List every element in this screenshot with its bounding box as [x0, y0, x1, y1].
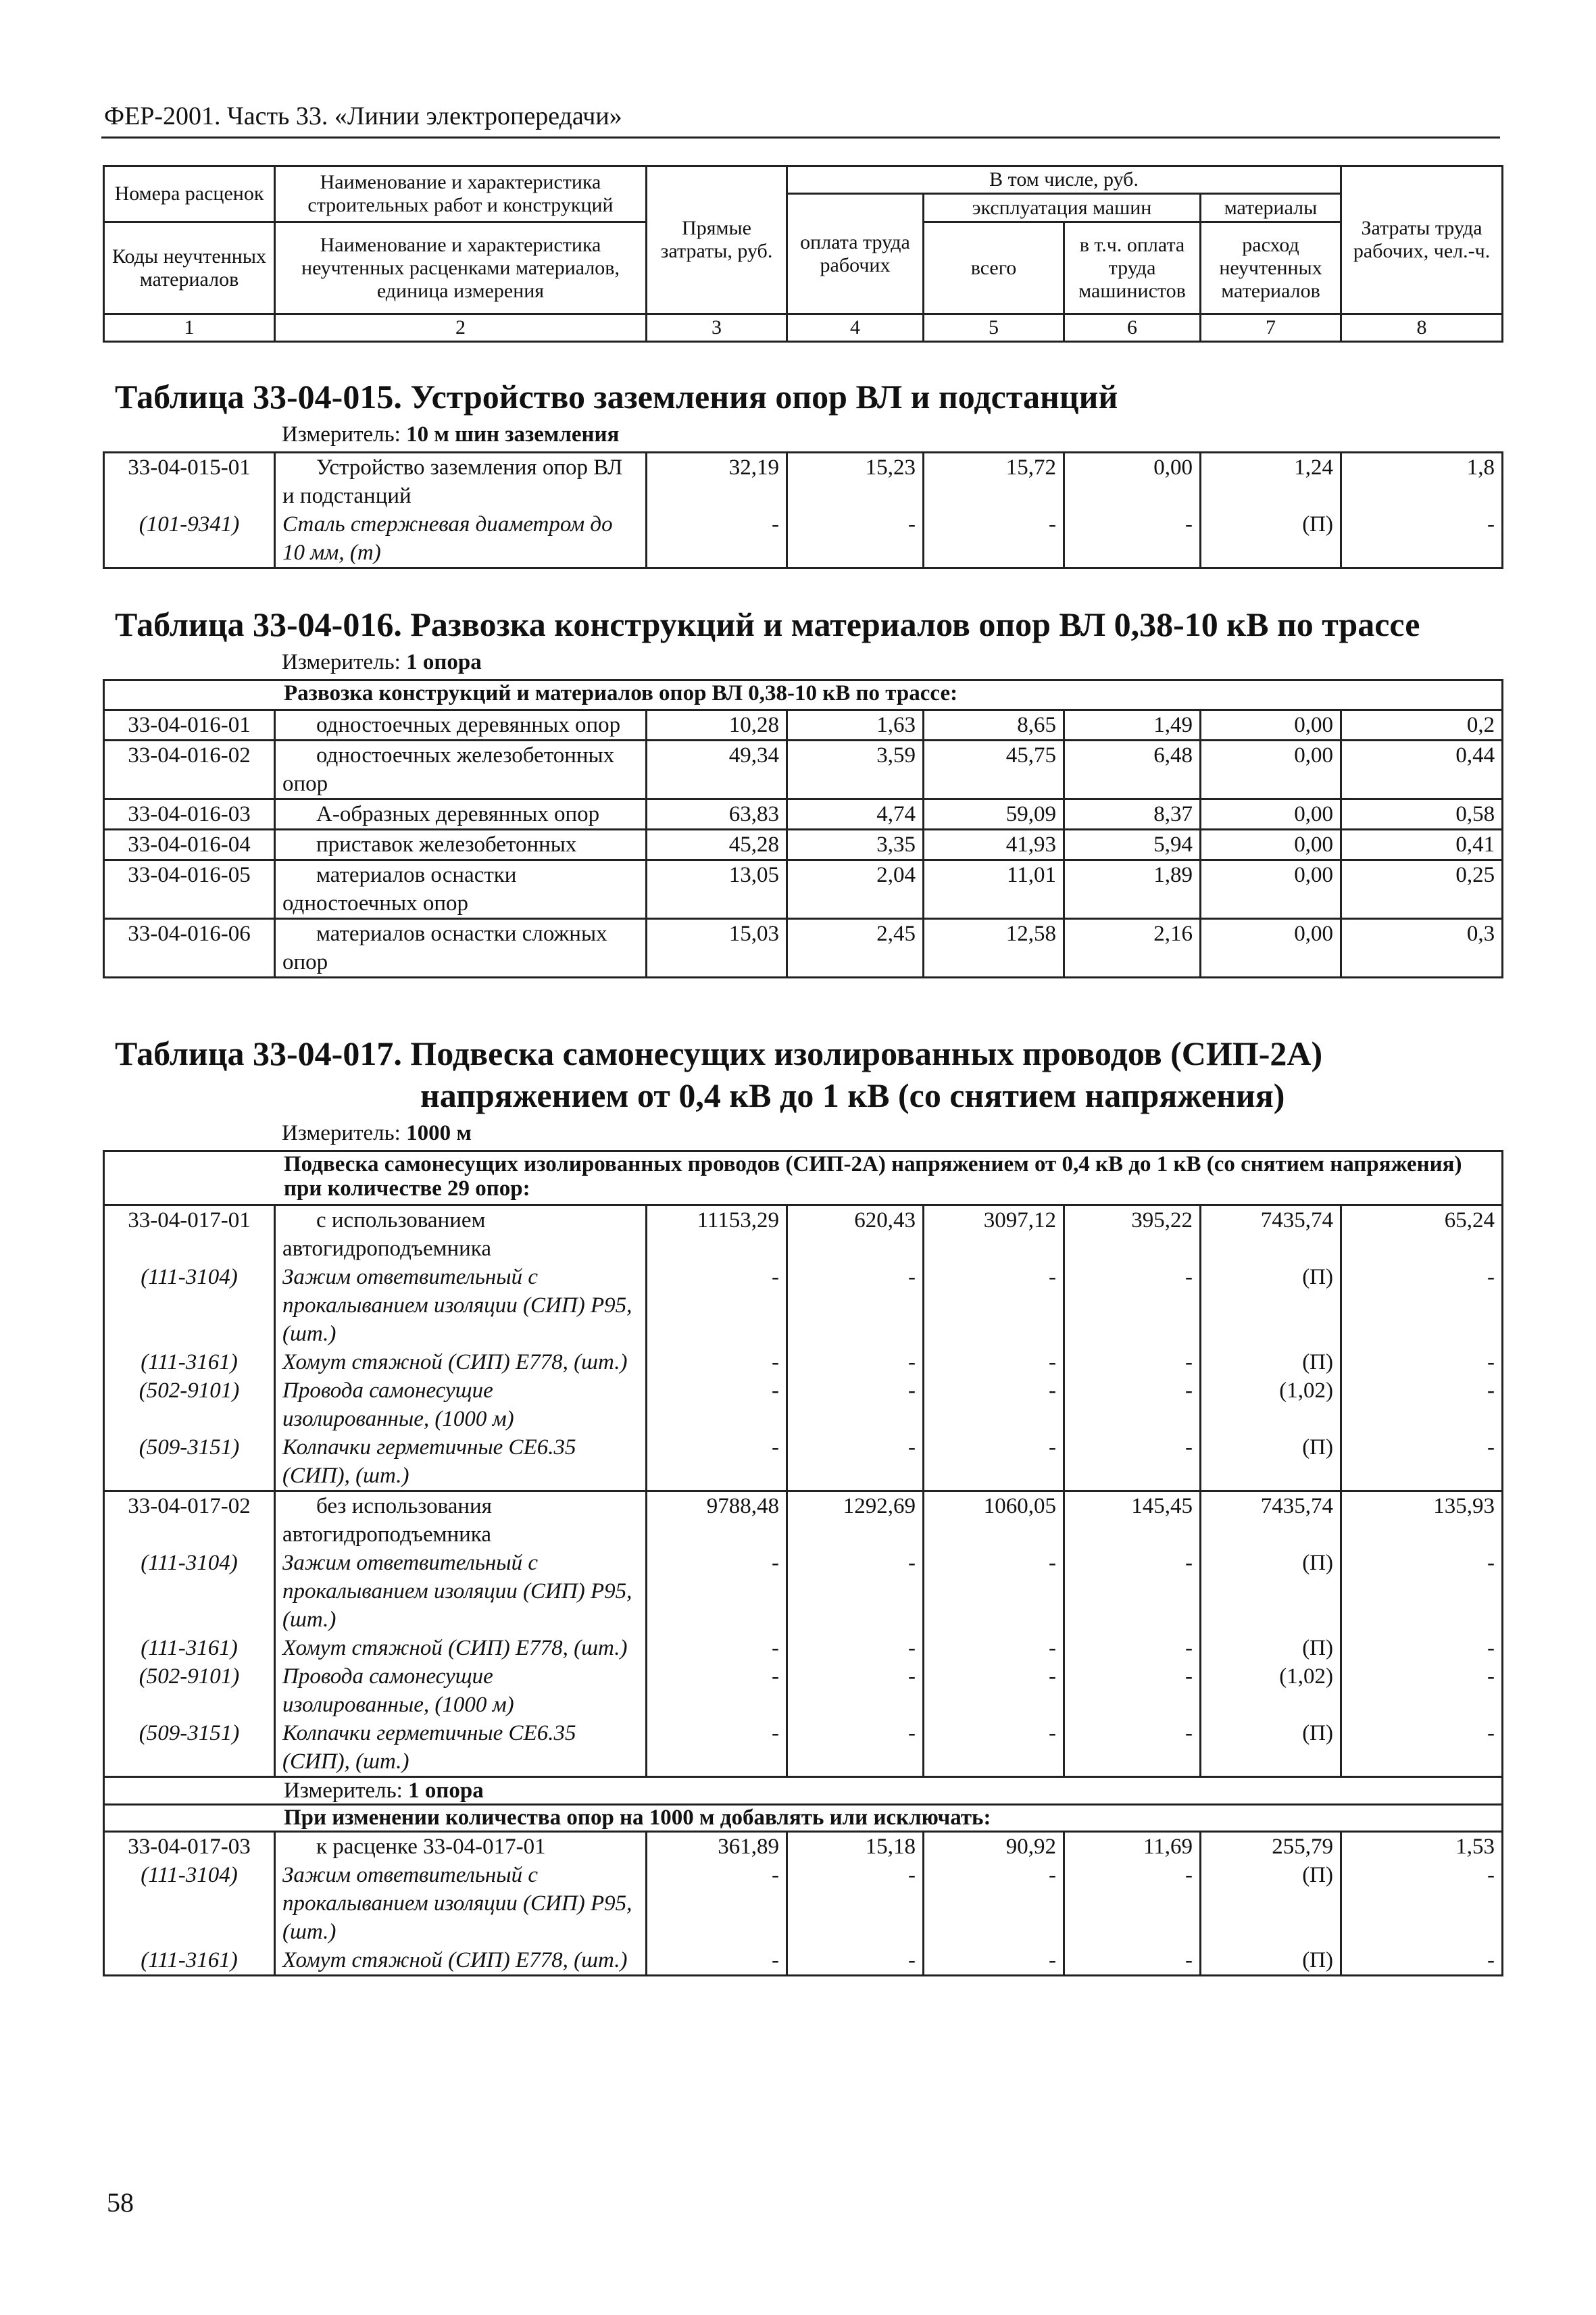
direct-costs-value: 9788,48 — [647, 1491, 787, 1549]
measure-line — [103, 1116, 1503, 1150]
material-name: Хомут стяжной (СИП) Е778, (шт.) — [275, 1946, 647, 1976]
workers-pay-value: 15,23 — [787, 453, 924, 511]
machinists-pay-value: 8,37 — [1064, 799, 1201, 830]
labor-hours-value: 1,53 — [1341, 1832, 1503, 1862]
measure-line — [104, 1777, 1503, 1805]
material-name: Хомут стяжной (СИП) Е778, (шт.) — [275, 1634, 647, 1662]
rate-code: 33-04-017-03 — [104, 1832, 275, 1862]
work-name: одностоечных железобетонных опор — [275, 741, 647, 799]
page-number: 58 — [107, 2187, 134, 2218]
section-title: Таблица 33-04-016. Развозка конструкций и материалов опор ВЛ 0,38-10 кВ по трассе — [115, 605, 1420, 643]
materials-consumption-value: (П) — [1201, 1433, 1341, 1491]
materials-consumption-value: (П) — [1201, 1634, 1341, 1662]
material-row — [104, 1263, 1503, 1348]
rate-row — [104, 1491, 1503, 1549]
machinists-pay-value: 2,16 — [1064, 919, 1201, 978]
materials-consumption-value: (П) — [1201, 1861, 1341, 1946]
material-code: (111-3161) — [104, 1946, 275, 1976]
section-title — [103, 1032, 1503, 1116]
machines-total-value: 15,72 — [924, 453, 1064, 511]
header-unaccounted-names: Наименование и характеристика неучтенных расценками материалов, единица измерения — [275, 222, 647, 314]
column-header-table — [103, 165, 1503, 343]
workers-pay-value: 1,63 — [787, 710, 924, 741]
machinists-pay-value: 0,00 — [1064, 453, 1201, 511]
workers-pay-value: 2,04 — [787, 860, 924, 919]
material-name: Хомут стяжной (СИП) Е778, (шт.) — [275, 1348, 647, 1376]
header-materials-consumption: расход неучтенных материалов — [1201, 222, 1341, 314]
materials-consumption-value: (1,02) — [1201, 1662, 1341, 1719]
workers-pay-value: - — [787, 1719, 924, 1777]
header-unaccounted-codes: Коды неучтенных материалов — [104, 222, 275, 314]
direct-costs-value: 10,28 — [647, 710, 787, 741]
rate-code: 33-04-016-04 — [104, 830, 275, 860]
workers-pay-value: 4,74 — [787, 799, 924, 830]
material-row — [104, 1946, 1503, 1976]
labor-hours-value: - — [1341, 1376, 1503, 1433]
machines-total-value: - — [924, 510, 1064, 568]
machines-total-value: 3097,12 — [924, 1205, 1064, 1264]
workers-pay-value: 1292,69 — [787, 1491, 924, 1549]
labor-hours-value: - — [1341, 1662, 1503, 1719]
machines-total-value: - — [924, 1861, 1064, 1946]
labor-hours-value: - — [1341, 1263, 1503, 1348]
machinists-pay-value: - — [1064, 1719, 1201, 1777]
direct-costs-value: 13,05 — [647, 860, 787, 919]
machinists-pay-value: - — [1064, 1549, 1201, 1634]
material-row — [104, 1376, 1503, 1433]
work-name: с использованием автогидроподъемника — [275, 1205, 647, 1264]
materials-consumption-value: (П) — [1201, 510, 1341, 568]
direct-costs-value: - — [647, 1348, 787, 1376]
measure-line — [103, 418, 1503, 451]
machines-total-value: - — [924, 1376, 1064, 1433]
material-code: (111-3104) — [104, 1549, 275, 1634]
header-labor-hours: Затраты труда рабочих, чел.-ч. — [1341, 166, 1503, 314]
labor-hours-value: 135,93 — [1341, 1491, 1503, 1549]
work-name: Устройство заземления опор ВЛ и подстанций — [275, 453, 647, 511]
workers-pay-value: - — [787, 1946, 924, 1976]
running-header: ФЕР-2001. Часть 33. «Линии электропередачи» — [104, 102, 622, 130]
workers-pay-value: 15,18 — [787, 1832, 924, 1862]
subgroup-banner: Подвеска самонесущих изолированных проводов (СИП-2А) напряжением от 0,4 кВ до 1 кВ (со снятием напряжения) при количестве 29 опор: — [104, 1151, 1503, 1205]
material-row — [104, 1719, 1503, 1777]
material-code: (101-9341) — [104, 510, 275, 568]
labor-hours-value: - — [1341, 1634, 1503, 1662]
direct-costs-value: 45,28 — [647, 830, 787, 860]
work-name: А-образных деревянных опор — [275, 799, 647, 830]
materials-consumption-value: (П) — [1201, 1348, 1341, 1376]
work-name: одностоечных деревянных опор — [275, 710, 647, 741]
header-machines-total: всего — [924, 222, 1064, 314]
labor-hours-value: 65,24 — [1341, 1205, 1503, 1264]
material-name: Зажим ответвительный с прокалыванием изоляции (СИП) Р95, (шт.) — [275, 1861, 647, 1946]
column-number: 5 — [924, 314, 1064, 342]
workers-pay-value: 2,45 — [787, 919, 924, 978]
machinists-pay-value: - — [1064, 1861, 1201, 1946]
measure-value: 10 м шин заземления — [406, 422, 620, 447]
machines-total-value: 90,92 — [924, 1832, 1064, 1862]
material-code: (509-3151) — [104, 1433, 275, 1491]
labor-hours-value: - — [1341, 1433, 1503, 1491]
direct-costs-value: 15,03 — [647, 919, 787, 978]
material-name: Провода самонесущие изолированные, (1000 м) — [275, 1662, 647, 1719]
labor-hours-value: 1,8 — [1341, 453, 1503, 511]
workers-pay-value: 3,35 — [787, 830, 924, 860]
materials-consumption-value: 0,00 — [1201, 799, 1341, 830]
work-name: к расценке 33-04-017-01 — [275, 1832, 647, 1862]
machines-total-value: - — [924, 1348, 1064, 1376]
workers-pay-value: - — [787, 1263, 924, 1348]
rates-table — [103, 451, 1503, 569]
direct-costs-value: - — [647, 1634, 787, 1662]
rate-code: 33-04-015-01 — [104, 453, 275, 511]
materials-consumption-value: 0,00 — [1201, 741, 1341, 799]
materials-consumption-value: 1,24 — [1201, 453, 1341, 511]
machinists-pay-value: 11,69 — [1064, 1832, 1201, 1862]
labor-hours-value: - — [1341, 1719, 1503, 1777]
column-number: 7 — [1201, 314, 1341, 342]
direct-costs-value: - — [647, 1376, 787, 1433]
materials-consumption-value: (1,02) — [1201, 1376, 1341, 1433]
labor-hours-value: 0,3 — [1341, 919, 1503, 978]
material-name: Провода самонесущие изолированные, (1000 м) — [275, 1376, 647, 1433]
direct-costs-value: - — [647, 1861, 787, 1946]
direct-costs-value: 49,34 — [647, 741, 787, 799]
machines-total-value: - — [924, 1549, 1064, 1634]
table-33-04-017 — [103, 1032, 1503, 1976]
rate-code: 33-04-016-03 — [104, 799, 275, 830]
header-machinists-pay: в т.ч. оплата труда машинистов — [1064, 222, 1201, 314]
machines-total-value: - — [924, 1263, 1064, 1348]
measure-value: 1000 м — [406, 1121, 472, 1145]
measure-label: Измеритель: — [282, 650, 401, 674]
direct-costs-value: 32,19 — [647, 453, 787, 511]
material-row — [104, 1634, 1503, 1662]
material-code: (111-3104) — [104, 1861, 275, 1946]
machinists-pay-value: - — [1064, 1946, 1201, 1976]
machinists-pay-value: - — [1064, 1662, 1201, 1719]
material-name: Колпачки герметичные СЕ6.35 (СИП), (шт.) — [275, 1719, 647, 1777]
material-code: (502-9101) — [104, 1376, 275, 1433]
direct-costs-value: - — [647, 1549, 787, 1634]
material-name: Зажим ответвительный с прокалыванием изоляции (СИП) Р95, (шт.) — [275, 1263, 647, 1348]
machinists-pay-value: - — [1064, 510, 1201, 568]
material-row — [104, 1433, 1503, 1491]
material-code: (509-3151) — [104, 1719, 275, 1777]
direct-costs-value: 361,89 — [647, 1832, 787, 1862]
column-number: 8 — [1341, 314, 1503, 342]
rate-row — [104, 860, 1503, 919]
workers-pay-value: - — [787, 1634, 924, 1662]
workers-pay-value: 620,43 — [787, 1205, 924, 1264]
rate-code: 33-04-017-01 — [104, 1205, 275, 1264]
machines-total-value: 1060,05 — [924, 1491, 1064, 1549]
labor-hours-value: - — [1341, 1946, 1503, 1976]
workers-pay-value: - — [787, 1549, 924, 1634]
rate-code: 33-04-016-06 — [104, 919, 275, 978]
workers-pay-value: - — [787, 1348, 924, 1376]
machinists-pay-value: - — [1064, 1376, 1201, 1433]
materials-consumption-value: 0,00 — [1201, 710, 1341, 741]
machinists-pay-value: 6,48 — [1064, 741, 1201, 799]
table-33-04-016 — [103, 603, 1503, 978]
machines-total-value: - — [924, 1946, 1064, 1976]
rates-table — [103, 679, 1503, 978]
column-number: 4 — [787, 314, 924, 342]
material-row — [104, 1348, 1503, 1376]
section-title: Таблица 33-04-015. Устройство заземления опор ВЛ и подстанций — [115, 378, 1118, 416]
material-name: Зажим ответвительный с прокалыванием изоляции (СИП) Р95, (шт.) — [275, 1549, 647, 1634]
labor-hours-value: 0,44 — [1341, 741, 1503, 799]
labor-hours-value: 0,41 — [1341, 830, 1503, 860]
materials-consumption-value: 0,00 — [1201, 830, 1341, 860]
rate-row — [104, 1205, 1503, 1264]
machinists-pay-value: - — [1064, 1634, 1201, 1662]
materials-consumption-value: 7435,74 — [1201, 1205, 1341, 1264]
work-name: материалов оснастки сложных опор — [275, 919, 647, 978]
workers-pay-value: - — [787, 510, 924, 568]
direct-costs-value: - — [647, 1662, 787, 1719]
machines-total-value: 45,75 — [924, 741, 1064, 799]
column-number: 2 — [275, 314, 647, 342]
materials-consumption-value: (П) — [1201, 1263, 1341, 1348]
workers-pay-value: 3,59 — [787, 741, 924, 799]
subgroup-banner: Развозка конструкций и материалов опор ВЛ 0,38-10 кВ по трассе: — [104, 680, 1503, 710]
labor-hours-value: - — [1341, 1861, 1503, 1946]
column-number: 1 — [104, 314, 275, 342]
header-rates-numbers: Номера расценок — [104, 166, 275, 222]
header-materials-group: материалы — [1201, 194, 1341, 222]
material-row — [104, 1662, 1503, 1719]
machinists-pay-value: 1,89 — [1064, 860, 1201, 919]
labor-hours-value: - — [1341, 1348, 1503, 1376]
direct-costs-value: 11153,29 — [647, 1205, 787, 1264]
direct-costs-value: - — [647, 510, 787, 568]
header-machines-group: эксплуатация машин — [924, 194, 1201, 222]
machines-total-value: - — [924, 1719, 1064, 1777]
work-name: материалов оснастки одностоечных опор — [275, 860, 647, 919]
header-workers-pay: оплата труда рабочих — [787, 194, 924, 314]
measure-label: Измеритель: — [282, 1121, 401, 1145]
direct-costs-value: - — [647, 1433, 787, 1491]
machinists-pay-value: 5,94 — [1064, 830, 1201, 860]
materials-consumption-value: 7435,74 — [1201, 1491, 1341, 1549]
rate-row — [104, 799, 1503, 830]
materials-consumption-value: (П) — [1201, 1549, 1341, 1634]
direct-costs-value: 63,83 — [647, 799, 787, 830]
workers-pay-value: - — [787, 1861, 924, 1946]
rate-code: 33-04-016-02 — [104, 741, 275, 799]
direct-costs-value: - — [647, 1719, 787, 1777]
labor-hours-value: 0,25 — [1341, 860, 1503, 919]
machines-total-value: 8,65 — [924, 710, 1064, 741]
section-title-line: Таблица 33-04-017. Подвеска самонесущих изолированных проводов (СИП-2А) — [115, 1035, 1323, 1072]
measure-label: Измеритель: — [282, 422, 401, 447]
direct-costs-value: - — [647, 1946, 787, 1976]
material-code: (111-3104) — [104, 1263, 275, 1348]
material-name: Сталь стержневая диаметром до 10 мм, (т) — [275, 510, 647, 568]
rate-code: 33-04-017-02 — [104, 1491, 275, 1549]
workers-pay-value: - — [787, 1376, 924, 1433]
machinists-pay-value: 145,45 — [1064, 1491, 1201, 1549]
header-including-group: В том числе, руб. — [787, 166, 1341, 194]
machines-total-value: - — [924, 1662, 1064, 1719]
material-code: (111-3161) — [104, 1634, 275, 1662]
column-number: 3 — [647, 314, 787, 342]
workers-pay-value: - — [787, 1433, 924, 1491]
rate-row — [104, 453, 1503, 511]
rates-table — [103, 1150, 1503, 1976]
machines-total-value: 12,58 — [924, 919, 1064, 978]
materials-consumption-value: (П) — [1201, 1946, 1341, 1976]
table-33-04-015 — [103, 376, 1503, 569]
work-name: приставок железобетонных — [275, 830, 647, 860]
measure-value: 1 опора — [408, 1778, 484, 1803]
material-code: (502-9101) — [104, 1662, 275, 1719]
direct-costs-value: - — [647, 1263, 787, 1348]
rate-row — [104, 919, 1503, 978]
material-code: (111-3161) — [104, 1348, 275, 1376]
rate-code: 33-04-016-05 — [104, 860, 275, 919]
header-rule — [101, 136, 1500, 139]
labor-hours-value: - — [1341, 1549, 1503, 1634]
materials-consumption-value: (П) — [1201, 1719, 1341, 1777]
materials-consumption-value: 0,00 — [1201, 860, 1341, 919]
rate-row — [104, 1832, 1503, 1862]
labor-hours-value: 0,2 — [1341, 710, 1503, 741]
rate-row — [104, 741, 1503, 799]
machines-total-value: 11,01 — [924, 860, 1064, 919]
rate-row — [104, 830, 1503, 860]
measure-value: 1 опора — [406, 650, 482, 674]
material-row — [104, 1861, 1503, 1946]
subgroup-banner: При изменении количества опор на 1000 м добавлять или исключать: — [104, 1805, 1503, 1832]
section-title-line: напряжением от 0,4 кВ до 1 кВ (со снятием напряжения) — [420, 1076, 1285, 1114]
material-row — [104, 510, 1503, 568]
header-work-name: Наименование и характеристика строительных работ и конструкций — [275, 166, 647, 222]
rate-code: 33-04-016-01 — [104, 710, 275, 741]
materials-consumption-value: 255,79 — [1201, 1832, 1341, 1862]
machinists-pay-value: 1,49 — [1064, 710, 1201, 741]
materials-consumption-value: 0,00 — [1201, 919, 1341, 978]
measure-line — [103, 645, 1503, 679]
machines-total-value: - — [924, 1634, 1064, 1662]
material-row — [104, 1549, 1503, 1634]
header-direct-costs: Прямые затраты, руб. — [647, 166, 787, 314]
machinists-pay-value: - — [1064, 1348, 1201, 1376]
machines-total-value: 41,93 — [924, 830, 1064, 860]
rate-row — [104, 710, 1503, 741]
labor-hours-value: - — [1341, 510, 1503, 568]
machines-total-value: 59,09 — [924, 799, 1064, 830]
work-name: без использования автогидроподъемника — [275, 1491, 647, 1549]
machinists-pay-value: - — [1064, 1433, 1201, 1491]
machinists-pay-value: - — [1064, 1263, 1201, 1348]
workers-pay-value: - — [787, 1662, 924, 1719]
machinists-pay-value: 395,22 — [1064, 1205, 1201, 1264]
machines-total-value: - — [924, 1433, 1064, 1491]
column-number: 6 — [1064, 314, 1201, 342]
measure-label: Измеритель: — [284, 1778, 403, 1803]
labor-hours-value: 0,58 — [1341, 799, 1503, 830]
material-name: Колпачки герметичные СЕ6.35 (СИП), (шт.) — [275, 1433, 647, 1491]
